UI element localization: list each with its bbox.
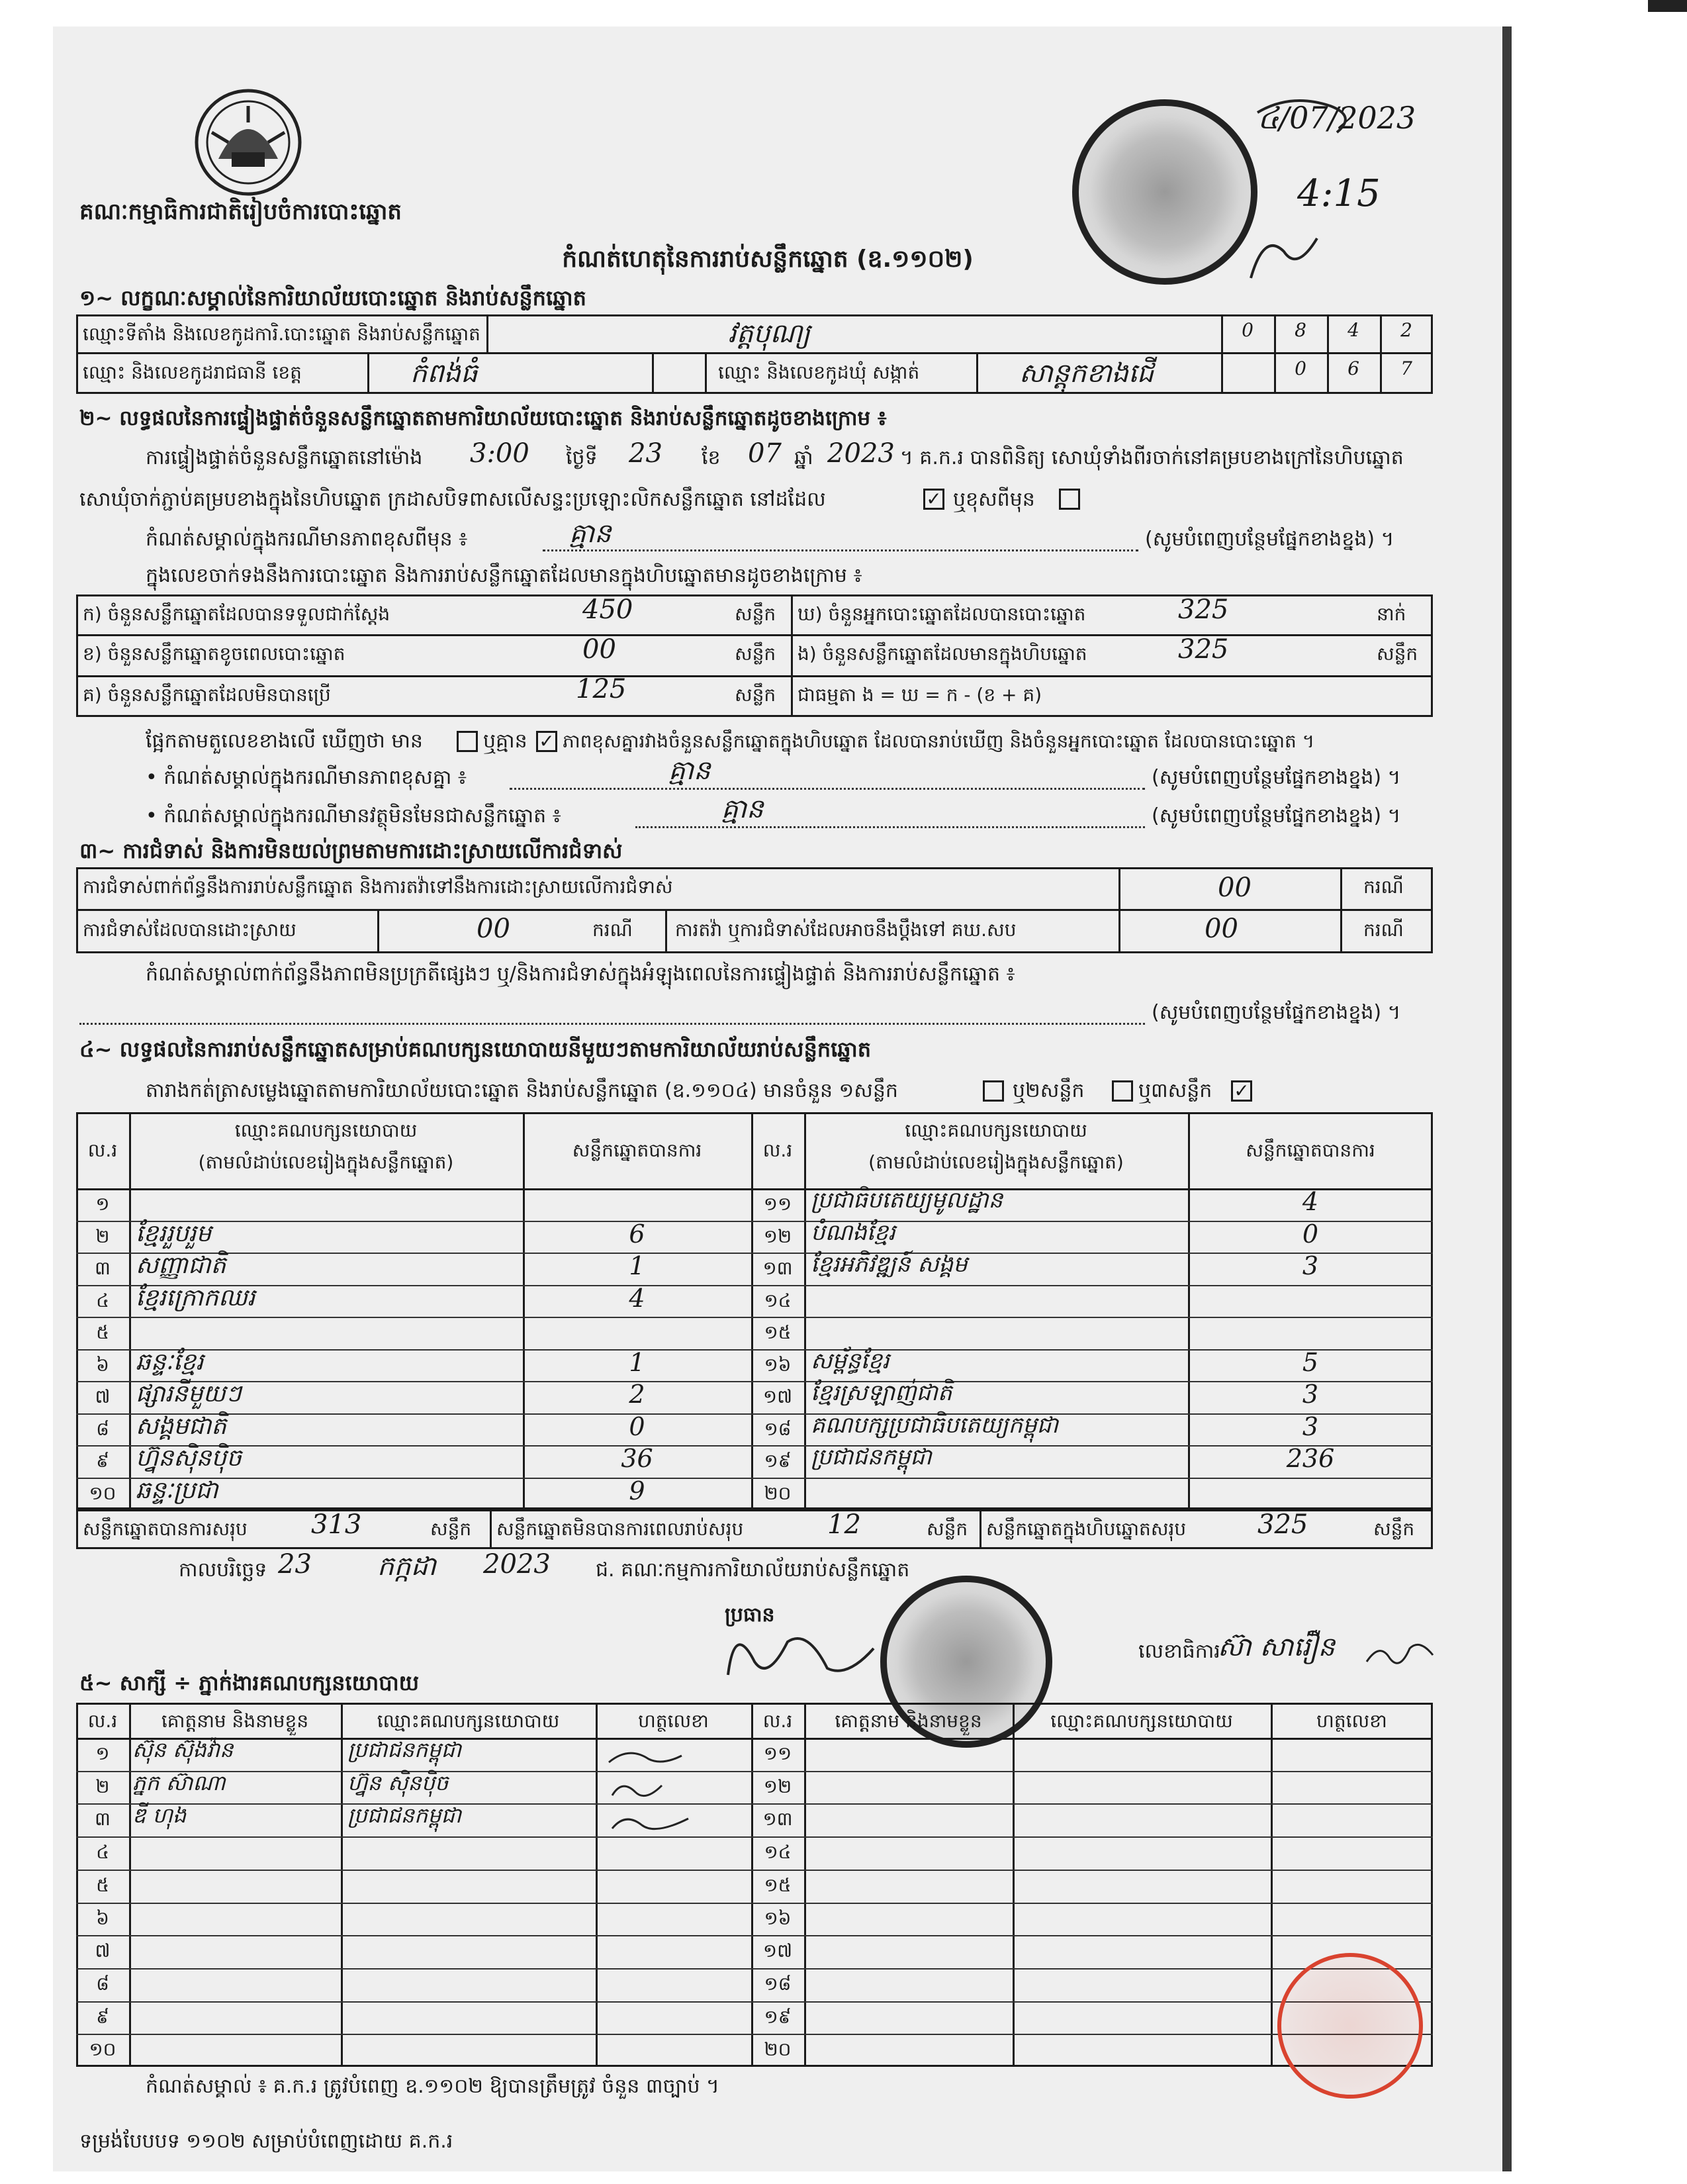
party-row-name: ខ្មែរស្រឡាញ់ជាតិ [811, 1380, 952, 1406]
witness-row-name: ភ្នក ស៊ាណា [132, 1770, 226, 1795]
verify-line-1e: ។ គ.ក.រ បានពិនិត្យ សោឃុំទាំងពីរចាក់នៅគម្របខាងក្រៅនៃហិបឆ្នោត [900, 446, 1404, 469]
k-label: ក) ចំនួនសន្លឹកឆ្នោតដែលបានទទួលជាក់ស្តែង [83, 603, 390, 625]
party-row-votes: 3 [1302, 1411, 1319, 1441]
verify-line-4: ក្នុងលេខចាក់ទងនឹងការបោះឆ្នោត និងការរាប់សន្លឹកឆ្នោតដែលមានក្នុងហិបឆ្នោតមានដូចខាងក្រោម ៖ [146, 564, 862, 587]
commune-value: សាន្តុកខាងជើ [1019, 358, 1154, 389]
party-row-votes: 3 [1302, 1251, 1319, 1280]
witness-row-no: ១៣ [762, 1808, 793, 1830]
objection-row1-unit: ករណី [1363, 876, 1404, 898]
two-sheets-checkbox[interactable] [1112, 1080, 1133, 1102]
objection-resolved-value: 00 [477, 914, 510, 944]
verify-day: 23 [629, 438, 662, 469]
table-row-line [76, 1968, 1433, 1970]
verify-line-1b: ថ្ងៃទី [566, 446, 598, 469]
party-row-name: ប្រជាធិបតេយ្យមូលដ្ឋាន [811, 1187, 1003, 1213]
total-valid-label: សន្លឹកឆ្នោតបានការសរុប [83, 1518, 248, 1540]
results-col-party-sub-left: (តាមលំដាប់លេខរៀងក្នុងសន្លឹកឆ្នោត) [198, 1151, 454, 1173]
verify-line-1a: ការផ្ទៀងផ្ទាត់ចំនួនសន្លឹកឆ្នោតនៅម៉ោង [146, 446, 423, 469]
party-row-no: ១៤ [764, 1289, 792, 1311]
objection-row1-value: 00 [1218, 873, 1252, 903]
totals-row [76, 1509, 1433, 1549]
section3-title: ៣~ ការជំទាស់ និងការមិនយល់ព្រមតាមការដោះស្រាយលើការជំទាស់ [79, 838, 623, 863]
chair-label: ប្រធាន [725, 1603, 775, 1627]
one-sheet-checkbox[interactable] [983, 1080, 1004, 1102]
verify-time: 3:00 [470, 438, 529, 469]
witness-row-no: ១៦ [764, 1907, 792, 1929]
bullet-2-value: គ្មាន [721, 794, 764, 824]
date-month: កក្កដា [377, 1551, 436, 1582]
g-unit: សន្លឹក [735, 684, 776, 706]
witness-signatures [602, 1742, 735, 1842]
party-row-no: ៨ [96, 1417, 109, 1440]
table-row-line [76, 1870, 1433, 1871]
gh-value: 325 [1178, 594, 1229, 625]
objection-resolved-label: ការជំទាស់ដែលបានដោះស្រាយ [83, 919, 296, 941]
table-row-line [76, 1803, 1433, 1805]
location-code-4: 2 [1400, 319, 1412, 341]
changed-checkbox[interactable] [1059, 489, 1080, 510]
party-row-name: ខ្មែររួបរួម [136, 1219, 212, 1247]
red-official-stamp [1277, 1953, 1423, 2099]
g-value: 125 [576, 674, 627, 704]
witness-col-sign-left: ហត្ថលេខា [638, 1710, 709, 1732]
secretary-name: ស៊ា សារ៉ឿន [1218, 1632, 1335, 1662]
date-day: 23 [278, 1549, 312, 1580]
secretary-signature [1363, 1635, 1436, 1675]
table-row-line [76, 2034, 1433, 2035]
g-label: គ) ចំនួនសន្លឹកឆ្នោតដែលមិនបានប្រើ [83, 684, 331, 706]
objection-row1-label: ការជំទាស់ពាក់ព័ន្ធនឹងការរាប់សន្លឹកឆ្នោត និងការតវ៉ាទៅនឹងការដោះស្រាយលើការជំទាស់ [83, 876, 673, 898]
verify-line-1d: ឆ្នាំ [794, 446, 813, 469]
verify-or-label: ឬខុសពីមុន [953, 488, 1035, 511]
committee-name: គណៈកម្មាធិការជាតិរៀបចំការបោះឆ្នោត [79, 199, 402, 225]
party-row-name: ឆន្ទៈខ្មែរ [136, 1348, 204, 1376]
table-row-line [76, 1771, 1433, 1772]
fill-note-1: (សូមបំពេញបន្ថែមផ្នែកខាងខ្នង) ។ [1145, 528, 1394, 551]
gh-unit: នាក់ [1377, 603, 1406, 625]
total-box-unit: សន្លឹក [1373, 1518, 1415, 1540]
nec-emblem-logo [192, 86, 304, 199]
verify-month: 07 [748, 438, 782, 469]
party-row-votes: 36 [621, 1444, 653, 1473]
party-row-votes: 4 [629, 1283, 645, 1313]
witness-row-no: ៥ [96, 1874, 109, 1896]
formula: ជាធម្មតា ង = ឃ = ក - (ខ + គ) [798, 684, 1042, 706]
party-row-no: ១៣ [762, 1257, 793, 1279]
diff-line-a: ផ្អែកតាមតួលេខខាងលើ ឃើញថា មាន [146, 730, 423, 753]
witness-row-no: ៣ [95, 1808, 111, 1830]
diff-line-b: ឬគ្មាន [483, 730, 527, 753]
handwritten-signature-top [1238, 79, 1396, 291]
party-row-name: ខ្មែរអភិវឌ្ឍន៍ សង្គម [811, 1251, 968, 1278]
witness-row-no: ១២ [763, 1775, 792, 1797]
location-value: វត្តបុណ្យ [728, 318, 811, 349]
same-checkbox[interactable]: ✓ [923, 489, 944, 510]
section2-title: ២~ លទ្ធផលនៃការផ្ទៀងផ្ទាត់ចំនួនសន្លឹកឆ្នោតតាមការិយាល័យបោះឆ្នោត និងរាប់សន្លឹកឆ្នោតដូចខាងក្រោម ៖ [79, 406, 887, 430]
party-row-name: បំណងខ្មែរ [811, 1219, 895, 1246]
two-sheets-label: ឬ២សន្លឹក [1013, 1079, 1085, 1102]
results-col-party-left: ឈ្មោះគណបក្សនយោបាយ [234, 1119, 418, 1141]
party-row-no: ១០ [89, 1482, 116, 1504]
total-invalid-unit: សន្លឹក [927, 1518, 968, 1540]
party-row-no: ១៦ [764, 1353, 792, 1376]
results-col-no-left: ល.រ [87, 1139, 118, 1161]
objection-appeal-unit: ករណី [1363, 919, 1404, 941]
verify-line-1c: ខែ [702, 446, 721, 469]
k-value: 450 [582, 594, 633, 625]
results-col-no-right: ល.រ [762, 1139, 793, 1161]
total-invalid-label: សន្លឹកឆ្នោតមិនបានការពេលរាប់សរុប [496, 1518, 744, 1540]
party-row-votes: 0 [1302, 1219, 1319, 1249]
form-footer-note: ទម្រង់បែបបទ ១១០២ សម្រាប់បំពេញដោយ គ.ក.រ [79, 2130, 453, 2153]
section5-title: ៥~ សាក្សី ÷ ភ្នាក់ងារគណបក្សនយោបាយ [79, 1670, 420, 1695]
commune-code-1: 0 [1295, 357, 1306, 379]
party-row-no: ២ [95, 1225, 110, 1247]
party-row-name: ខ្មែរក្រោកឈរ [136, 1284, 255, 1311]
bullet-1-value: គ្មាន [668, 755, 711, 786]
commune-label: ឈ្មោះ និងលេខកូដឃុំ សង្កាត់ [718, 361, 920, 383]
page-title: កំណត់ហេតុនៃការរាប់សន្លឹកឆ្នោត (ឧ.១១០២) [562, 246, 974, 273]
fill-note-3: (សូមបំពេញបន្ថែមផ្នែកខាងខ្នង) ។ [1152, 804, 1401, 828]
party-row-no: ១៥ [764, 1321, 792, 1343]
secretary-label: លេខាធិការ [1138, 1640, 1220, 1663]
verify-year: 2023 [827, 438, 895, 469]
witness-col-sign-right: ហត្ថលេខា [1316, 1710, 1387, 1732]
party-row-votes: 1 [629, 1251, 645, 1280]
witness-col-no-left: ល.រ [87, 1710, 118, 1732]
table-row-line [76, 2001, 1433, 2003]
party-row-no: ១២ [763, 1225, 792, 1247]
table-row-line [76, 1836, 1433, 1838]
witness-col-name-left: គោត្តនាម និងនាមខ្លួន [161, 1710, 309, 1732]
party-row-votes: 0 [629, 1411, 645, 1441]
party-row-votes: 9 [629, 1476, 645, 1505]
witness-row-no: ១ [95, 1742, 110, 1764]
witness-row-no: ២០ [764, 2038, 792, 2061]
party-row-no: ៣ [95, 1257, 111, 1279]
witness-row-no: ១៨ [764, 1972, 792, 1995]
party-row-votes: 5 [1302, 1347, 1319, 1377]
witness-row-name: ស៊ុន ស៊ុងវ៉ាន [132, 1737, 234, 1762]
party-row-no: ៥ [96, 1321, 109, 1343]
party-row-no: ៩ [96, 1450, 109, 1472]
commune-code-3: 7 [1400, 357, 1412, 379]
witness-row-no: ៦ [96, 1907, 109, 1929]
results-col-party-sub-right: (តាមលំដាប់លេខរៀងក្នុងសន្លឹកឆ្នោត) [868, 1151, 1124, 1173]
party-row-no: ១៨ [764, 1417, 792, 1440]
table-row-line [76, 1903, 1433, 1904]
scan-corner [1648, 0, 1687, 12]
witness-row-party: ប្រជាជនកម្ពុជា [347, 1737, 462, 1762]
location-code-2: 8 [1295, 319, 1306, 341]
location-code-1: 0 [1242, 319, 1254, 341]
verify-line-2: សោឃុំចាក់ភ្ជាប់គម្របខាងក្នុងនៃហិបឆ្នោត ក្រដាសបិទពាសលើសន្ទះប្រឡោះលិកសន្លឹកឆ្នោត នៅដដែល [79, 488, 826, 511]
witness-col-party-right: ឈ្មោះគណបក្សនយោបាយ [1050, 1710, 1233, 1732]
bullet-1: • កំណត់សម្គាល់ក្នុងករណីមានភាពខុសគ្នា ៖ [146, 766, 467, 789]
party-row-name: ផ្សារនីមួយៗ [136, 1380, 242, 1407]
results-col-party-right: ឈ្មោះគណបក្សនយោបាយ [905, 1119, 1087, 1141]
ng-value: 325 [1178, 634, 1229, 665]
date-label: កាលបរិច្ឆេទ [179, 1558, 267, 1582]
kh-label: ខ) ចំនួនសន្លឹកឆ្នោតខូចពេលបោះឆ្នោត [83, 643, 345, 665]
kh-unit: សន្លឹក [735, 643, 776, 665]
party-row-no: ២០ [764, 1482, 792, 1504]
witness-row-no: ៤ [96, 1841, 109, 1864]
party-row-votes: 4 [1302, 1187, 1319, 1216]
three-sheets-checkbox[interactable]: ✓ [1231, 1080, 1252, 1102]
table-row-line [751, 1478, 1433, 1479]
province-value: កំពង់ធំ [410, 358, 478, 389]
witness-row-name: ឌី ហុង [132, 1803, 187, 1828]
objection-appeal-label: ការតវ៉ា ឬការជំទាស់ដែលអាចនឹងប្តឹងទៅ គឃ.សប [675, 919, 1017, 941]
location-code-3: 4 [1347, 319, 1359, 341]
has-diff-checkbox[interactable] [457, 731, 478, 752]
table-row-line [751, 1317, 1433, 1318]
results-col-votes-right: សន្លឹកឆ្នោតបានការ [1246, 1139, 1375, 1161]
objection-resolved-unit: ករណី [592, 919, 633, 941]
results-intro: តារាងកត់ត្រាសម្លេងឆ្នោតតាមការិយាល័យបោះឆ្នោត និងរាប់សន្លឹកឆ្នោត (ឧ.១១០៤) មានចំនួន ១សន្លឹក [146, 1079, 898, 1102]
no-diff-checkbox[interactable]: ✓ [536, 731, 557, 752]
party-row-name: សម្ព័ន្ធខ្មែរ [811, 1347, 889, 1374]
commune-code-2: 6 [1347, 357, 1359, 379]
section1-title: ១~ លក្ខណៈសម្គាល់នៃការិយាល័យបោះឆ្នោត និងរាប់សន្លឹកឆ្នោត [79, 285, 586, 310]
bullet-2: • កំណត់សម្គាល់ក្នុងករណីមានវត្ថុមិនមែនជាសន្លឹកឆ្នោត ៖ [146, 804, 561, 828]
total-valid-unit: សន្លឹក [430, 1518, 472, 1540]
total-valid-value: 313 [311, 1509, 362, 1540]
fill-note-4: (សូមបំពេញបន្ថែមផ្នែកខាងខ្នង) ។ [1152, 1001, 1401, 1024]
party-row-name: ឆន្ទៈប្រជា [136, 1476, 218, 1504]
verify-line-3: កំណត់សម្គាល់ក្នុងករណីមានភាពខុសពីមុន ៖ [146, 528, 468, 551]
witness-row-party: ប្រជាជនកម្ពុជា [347, 1803, 462, 1828]
party-row-votes: 1 [629, 1347, 645, 1377]
official-stamp-top [1072, 99, 1257, 285]
party-row-no: ១ [95, 1193, 110, 1215]
kh-value: 00 [582, 634, 616, 665]
stamp-date: ៤/07/2023 [1257, 100, 1416, 136]
party-row-no: ៧ [95, 1386, 111, 1407]
footnote: កំណត់សម្គាល់ ៖ គ.ក.រ ត្រូវបំពេញ ឧ.១១០២ ឱ្យបានត្រឹមត្រូវ ចំនួន ៣ច្បាប់ ។ [146, 2075, 719, 2098]
objection-note: កំណត់សម្គាល់ពាក់ព័ន្ធនឹងភាពមិនប្រក្រតីផ្សេងៗ ឬ/និងការជំទាស់ក្នុងអំឡុងពេលនៃការផ្ទៀងផ្ទាត់ និងការរាប់សន្លឹកឆ្នោត ៖ [146, 963, 1015, 986]
results-col-votes-left: សន្លឹកឆ្នោតបានការ [572, 1139, 702, 1161]
party-row-name: គណបក្សប្រជាធិបតេយ្យកម្ពុជា [811, 1411, 1059, 1439]
witness-row-no: ១៤ [764, 1841, 792, 1864]
ng-label: ង) ចំនួនសន្លឹកឆ្នោតដែលមានក្នុងហិបឆ្នោត [798, 643, 1087, 665]
ng-unit: សន្លឹក [1377, 643, 1418, 665]
committee-sign-label: ជ. គណៈកម្មការការិយាល័យរាប់សន្លឹកឆ្នោត [596, 1558, 910, 1582]
party-row-name: ប្រជាជនកម្ពុជា [811, 1444, 932, 1470]
objection-appeal-value: 00 [1205, 914, 1238, 944]
scan-edge [1502, 26, 1512, 2171]
witness-col-no-right: ល.រ [762, 1710, 793, 1732]
verify-note-value: គ្មាន [569, 518, 612, 549]
party-row-no: ១៧ [762, 1386, 793, 1407]
witness-row-no: ៨ [96, 1972, 109, 1995]
date-year: 2023 [483, 1549, 551, 1580]
witness-row-no: ១០ [89, 2038, 116, 2061]
party-row-name: សង្គមជាតិ [136, 1412, 227, 1440]
witness-row-no: ១៩ [764, 2005, 792, 2028]
total-invalid-value: 12 [827, 1509, 861, 1540]
party-row-name: សញ្ញាជាតិ [136, 1252, 226, 1279]
table-row-line [751, 1285, 1433, 1286]
stamp-time: 4:15 [1297, 172, 1381, 215]
witness-row-no: ១១ [763, 1742, 792, 1764]
gh-label: ឃ) ចំនួនអ្នកបោះឆ្នោតដែលបានបោះឆ្នោត [798, 603, 1086, 625]
party-row-no: ៦ [96, 1353, 109, 1376]
witness-row-no: ១៧ [762, 1940, 793, 1962]
witness-col-party-left: ឈ្មោះគណបក្សនយោបាយ [377, 1710, 560, 1732]
party-row-votes: 236 [1286, 1444, 1335, 1473]
diff-line-c: ភាពខុសគ្នារវាងចំនួនសន្លឹកឆ្នោតក្នុងហិបឆ្នោត ដែលបានរាប់ឃើញ និងចំនួនអ្នកបោះឆ្នោត ដែលបានបោះឆ្នោត ។ [563, 730, 1315, 752]
section4-title: ៤~ លទ្ធផលនៃការរាប់សន្លឹកឆ្នោតសម្រាប់គណបក្សនយោបាយនីមួយៗតាមការិយាល័យរាប់សន្លឹកឆ្នោត [79, 1037, 872, 1062]
total-box-value: 325 [1257, 1509, 1308, 1540]
witness-row-no: ៩ [96, 2005, 109, 2028]
witness-row-no: ២ [95, 1775, 110, 1797]
k-unit: សន្លឹក [735, 603, 776, 625]
witness-col-name-right: គោត្តនាម និងនាមខ្លួន [835, 1710, 982, 1732]
witness-row-party: ហ្វ៊ុន ស៊ិនប៉ិច [347, 1770, 449, 1795]
fill-note-2: (សូមបំពេញបន្ថែមផ្នែកខាងខ្នង) ។ [1152, 766, 1401, 789]
three-sheets-label: ឬ៣សន្លឹក [1138, 1079, 1212, 1102]
witness-row-no: ៧ [95, 1940, 111, 1962]
chair-signature [715, 1615, 887, 1688]
location-label: ឈ្មោះទីតាំង និងលេខកូដការិ.បោះឆ្នោត និងរាប់សន្លឹកឆ្នោត [83, 323, 480, 345]
party-row-no: ៤ [96, 1289, 109, 1311]
party-row-votes: 6 [629, 1219, 645, 1249]
party-row-votes: 2 [629, 1380, 645, 1409]
witness-row-no: ១៥ [764, 1874, 792, 1896]
province-label: ឈ្មោះ និងលេខកូដរាជធានី ខេត្ត [83, 361, 302, 383]
party-row-name: ហ្វ៊ុនស៊ិនប៉ិច [136, 1445, 242, 1472]
party-row-no: ១១ [763, 1193, 792, 1215]
party-row-votes: 3 [1302, 1380, 1319, 1409]
table-row-line [76, 1935, 1433, 1936]
table-row-line [76, 1317, 751, 1318]
party-row-no: ១៩ [764, 1450, 792, 1472]
total-box-label: សន្លឹកឆ្នោតក្នុងហិបឆ្នោតសរុប [986, 1518, 1187, 1540]
